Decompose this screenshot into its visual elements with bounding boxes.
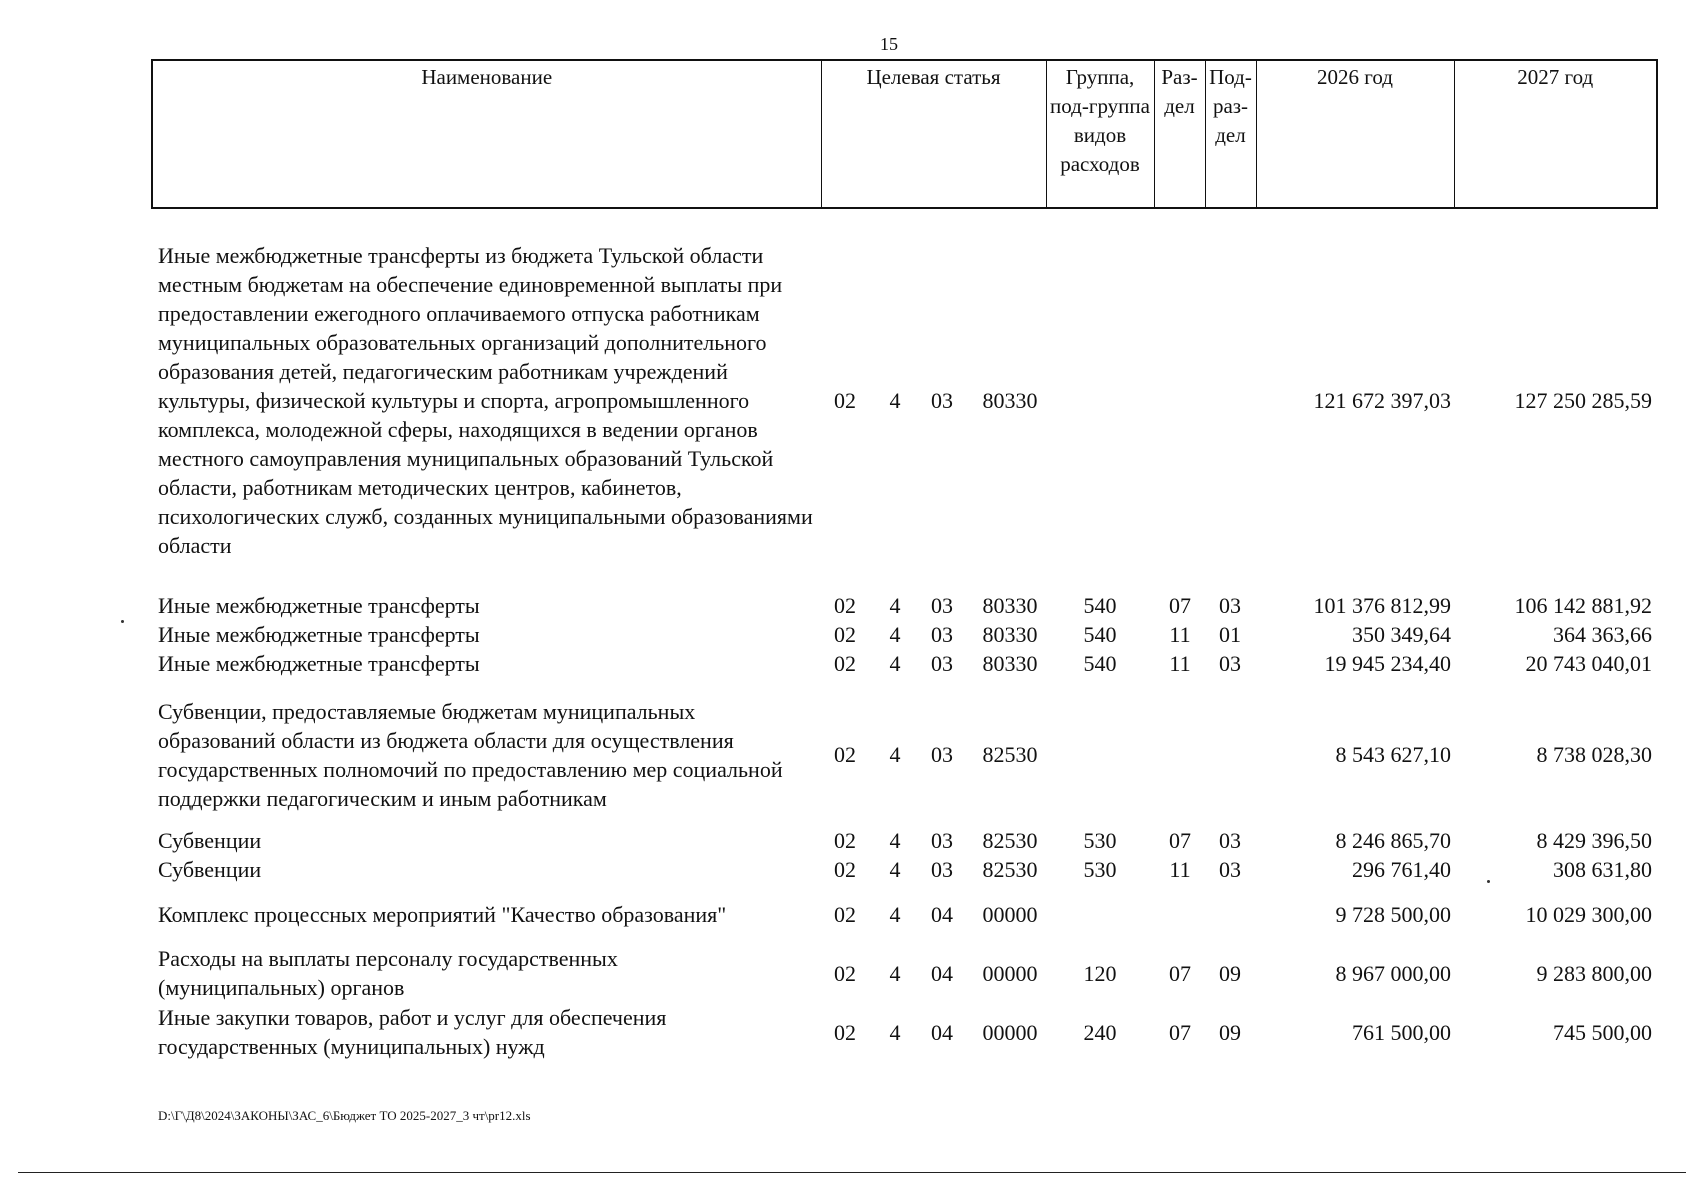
page-number: 15 — [880, 34, 898, 54]
row-2-cs4: 80330 — [982, 622, 1038, 647]
row-6-subsection: 03 — [1219, 857, 1241, 882]
row-8-cs4: 00000 — [982, 961, 1038, 986]
row-6-group: 530 — [1083, 857, 1117, 882]
row-4-cs4: 82530 — [982, 742, 1038, 767]
bottom-rule — [18, 1172, 1686, 1173]
row-5-section: 07 — [1169, 828, 1191, 853]
row-0-cs1: 02 — [834, 388, 856, 413]
row-8-cs1: 02 — [834, 961, 856, 986]
row-0-cs2: 4 — [889, 388, 901, 413]
row-1-section: 07 — [1169, 593, 1191, 618]
header-expense-group — [1046, 60, 1154, 208]
row-1-name: Иные межбюджетные трансферты — [158, 593, 480, 618]
header-name: Наименование — [152, 60, 821, 208]
row-8-2026: 8 967 000,00 — [1335, 961, 1451, 986]
row-3-subsection: 03 — [1219, 651, 1241, 676]
row-3-2026: 19 945 234,40 — [1324, 651, 1451, 676]
row-1-cs3: 03 — [931, 593, 953, 618]
row-5-2027: 8 429 396,50 — [1536, 828, 1652, 853]
row-8-group: 120 — [1083, 961, 1117, 986]
row-1-cs1: 02 — [834, 593, 856, 618]
header-subsection-text: Под-раз-дел — [1209, 65, 1252, 147]
row-3-cs2: 4 — [889, 651, 901, 676]
row-9-cs4: 00000 — [982, 1020, 1038, 1045]
row-3-group: 540 — [1083, 651, 1117, 676]
row-6-section: 11 — [1169, 857, 1191, 882]
row-8-name: Расходы на выплаты персоналу государственных (муниципальных) органов — [158, 946, 618, 1000]
row-9-section: 07 — [1169, 1020, 1191, 1045]
row-2-cs1: 02 — [834, 622, 856, 647]
row-2-subsection: 01 — [1219, 622, 1241, 647]
row-2-2027: 364 363,66 — [1553, 622, 1652, 647]
header-year-2026: 2026 год — [1256, 60, 1454, 208]
row-9-2027: 745 500,00 — [1553, 1020, 1652, 1045]
row-3-cs3: 03 — [931, 651, 953, 676]
row-2-cs3: 03 — [931, 622, 953, 647]
row-5-cs4: 82530 — [982, 828, 1038, 853]
table-header — [151, 59, 1658, 209]
row-5-cs1: 02 — [834, 828, 856, 853]
row-1-2027: 106 142 881,92 — [1514, 593, 1652, 618]
row-2-2026: 350 349,64 — [1352, 622, 1451, 647]
row-0-cs4: 80330 — [982, 388, 1038, 413]
row-7-cs4: 00000 — [982, 902, 1038, 927]
row-9-group: 240 — [1083, 1020, 1117, 1045]
row-4-2026: 8 543 627,10 — [1335, 742, 1451, 767]
row-1-cs2: 4 — [889, 593, 901, 618]
footer-file-path: D:\Г\Д8\2024\ЗАКОНЫ\ЗАС_6\Бюджет ТО 2025-2027_3 чт\pr12.xls — [158, 1108, 531, 1123]
row-1-2026: 101 376 812,99 — [1313, 593, 1451, 618]
row-4-cs2: 4 — [889, 742, 901, 767]
row-7-name: Комплекс процессных мероприятий "Качество образования" — [158, 902, 727, 927]
row-8-cs2: 4 — [889, 961, 901, 986]
row-0-name: Иные межбюджетные трансферты из бюджета Тульской области местным бюджетам на обеспечение единовременной выплаты при предоставлении ежегодного оплачиваемого отпуска работникам муниципальных образовательных организаций дополнительного образования детей, педагогическим работникам учреждений культуры, физической культуры и спорта, агропромышленного комплекса, молодежной сферы, находящихся в ведении органов местного самоуправления муниципальных образований Тульской области, работникам методических центров, кабинетов, психологических служб, созданных муниципальными образованиями области — [158, 243, 813, 558]
row-5-cs3: 03 — [931, 828, 953, 853]
row-5-name: Субвенции — [158, 828, 262, 853]
row-0-2026: 121 672 397,03 — [1313, 388, 1451, 413]
scan-speck — [121, 620, 124, 623]
row-9-cs1: 02 — [834, 1020, 856, 1045]
row-9-subsection: 09 — [1219, 1020, 1241, 1045]
row-2-name: Иные межбюджетные трансферты — [158, 622, 480, 647]
header-subsection — [1205, 60, 1256, 208]
header-expense-group-text: Группа, под-группа видов расходов — [1050, 65, 1150, 176]
row-6-2026: 296 761,40 — [1352, 857, 1451, 882]
row-0-2027: 127 250 285,59 — [1514, 388, 1652, 413]
row-7-2027: 10 029 300,00 — [1525, 902, 1652, 927]
row-5-subsection: 03 — [1219, 828, 1241, 853]
row-6-cs4: 82530 — [982, 857, 1038, 882]
row-9-cs3: 04 — [931, 1020, 953, 1045]
row-6-cs1: 02 — [834, 857, 856, 882]
scan-speck — [1487, 880, 1490, 883]
row-9-name: Иные закупки товаров, работ и услуг для обеспечения государственных (муниципальных) нужд — [158, 1005, 667, 1059]
row-2-section: 11 — [1169, 622, 1191, 647]
row-5-group: 530 — [1083, 828, 1117, 853]
row-4-2027: 8 738 028,30 — [1536, 742, 1652, 767]
row-7-cs3: 04 — [931, 902, 953, 927]
row-9-cs2: 4 — [889, 1020, 901, 1045]
row-6-cs3: 03 — [931, 857, 953, 882]
row-7-2026: 9 728 500,00 — [1335, 902, 1451, 927]
header-section-text: Раз-дел — [1161, 65, 1198, 118]
row-4-cs3: 03 — [931, 742, 953, 767]
row-3-2027: 20 743 040,01 — [1525, 651, 1652, 676]
row-6-2027: 308 631,80 — [1553, 857, 1652, 882]
row-3-cs1: 02 — [834, 651, 856, 676]
row-4-cs1: 02 — [834, 742, 856, 767]
row-8-subsection: 09 — [1219, 961, 1241, 986]
row-6-cs2: 4 — [889, 857, 901, 882]
row-7-cs1: 02 — [834, 902, 856, 927]
row-7-cs2: 4 — [889, 902, 901, 927]
row-5-2026: 8 246 865,70 — [1335, 828, 1451, 853]
row-8-2027: 9 283 800,00 — [1536, 961, 1652, 986]
row-9-2026: 761 500,00 — [1352, 1020, 1451, 1045]
row-1-cs4: 80330 — [982, 593, 1038, 618]
row-1-group: 540 — [1083, 593, 1117, 618]
row-2-group: 540 — [1083, 622, 1117, 647]
header-section — [1154, 60, 1205, 208]
row-3-cs4: 80330 — [982, 651, 1038, 676]
row-3-section: 11 — [1169, 651, 1191, 676]
header-year-2027: 2027 год — [1454, 60, 1657, 208]
row-4-name: Субвенции, предоставляемые бюджетам муниципальных образований области из бюджета области для осуществления государственных полномочий по предоставлению мер социальной поддержки педагогическим и иным работникам — [158, 699, 783, 811]
row-8-section: 07 — [1169, 961, 1191, 986]
row-0-cs3: 03 — [931, 388, 953, 413]
header-target-article: Целевая статья — [821, 60, 1046, 208]
row-2-cs2: 4 — [889, 622, 901, 647]
row-3-name: Иные межбюджетные трансферты — [158, 651, 480, 676]
row-6-name: Субвенции — [158, 857, 262, 882]
row-1-subsection: 03 — [1219, 593, 1241, 618]
row-8-cs3: 04 — [931, 961, 953, 986]
row-5-cs2: 4 — [889, 828, 901, 853]
